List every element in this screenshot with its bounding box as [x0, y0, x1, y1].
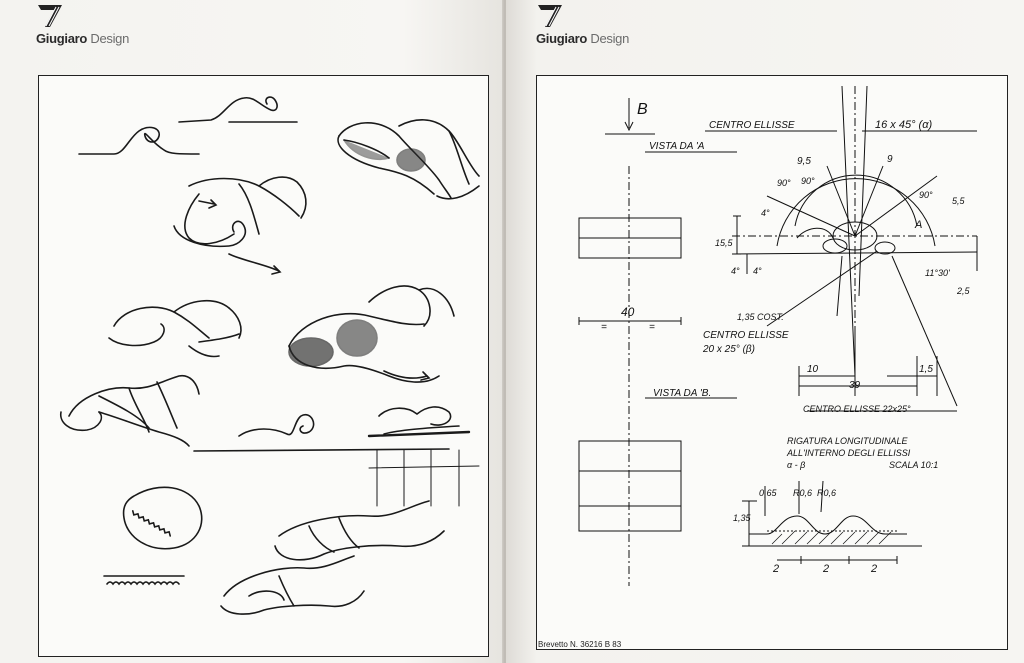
label-a: A [915, 219, 923, 231]
sketch-loop-1 [79, 127, 199, 154]
eq-2: = [649, 322, 655, 333]
sketch-wavy-sheets-7 [61, 376, 199, 446]
angle-90a: 90° [777, 178, 791, 188]
label-rigatura-3: α - β [787, 460, 806, 470]
label-centro-ellisse: CENTRO ELLISSE [709, 120, 795, 131]
dim-0-65: 0,65 [759, 488, 777, 498]
angle-11-30: 11°30' [925, 268, 950, 278]
view-label-b: B [637, 101, 648, 118]
dim-10: 10 [807, 364, 819, 375]
sketch-loops-8 [194, 407, 469, 451]
brand-header-left [36, 4, 129, 46]
dim-2c: 2 [871, 563, 878, 575]
dim-39: 39 [849, 380, 861, 391]
brand-name: Giugiaro Design [536, 31, 630, 46]
sketch-drawings [39, 76, 488, 656]
giugiaro-logo-icon [536, 4, 564, 28]
label-vista-b: VISTA DA 'B. [653, 388, 712, 399]
angle-4c: 4° [753, 266, 762, 276]
label-rigatura-2: ALL'INTERNO DEGLI ELLISSI [787, 448, 911, 458]
label-centro-ellisse-2: CENTRO ELLISSE [703, 330, 789, 341]
dim-5-5: 5,5 [952, 196, 965, 206]
angle-90b: 90° [801, 176, 815, 186]
dim-1-35-cost: 1,35 COST. [737, 312, 784, 322]
dim-15-5: 15,5 [715, 238, 733, 248]
angle-4b: 4° [731, 266, 740, 276]
sketch-dark-rolls-6 [289, 286, 454, 382]
dim-2b: 2 [823, 563, 830, 575]
label-vista-a: VISTA DA 'A [649, 141, 705, 152]
brand-header-right [536, 4, 629, 46]
dim-r0-6b: R0,6 [817, 488, 837, 498]
sketch-lower-rolls-13 [221, 556, 364, 614]
sketch-roll-4 [174, 177, 306, 274]
dim-1-35: 1,35 [733, 513, 751, 523]
technical-drawing-frame [536, 75, 1008, 650]
sketch-double-roll-5 [109, 301, 241, 357]
angle-90c: 90° [919, 190, 933, 200]
right-page [506, 0, 1024, 663]
patent-footer: Brevetto N. 36216 B 83 [538, 640, 622, 649]
sketch-cylinders-3 [338, 120, 479, 199]
dim-r0-6a: R0,6 [793, 488, 813, 498]
dim-1-5: 1,5 [919, 364, 933, 375]
label-centro-value: 16 x 45° (α) [875, 119, 933, 131]
left-page [0, 0, 504, 663]
dim-9-5: 9,5 [797, 156, 811, 167]
label-centro-ellisse-3: CENTRO ELLISSE 22x25° [803, 404, 911, 414]
sketch-wavy-line-11 [104, 576, 184, 584]
label-rigatura-1: RIGATURA LONGITUDINALE [787, 436, 908, 446]
eq-1: = [601, 322, 607, 333]
dim-40: 40 [621, 305, 635, 319]
technical-drawing [537, 76, 1007, 649]
giugiaro-logo-icon [36, 4, 64, 28]
brand-name: Giugiaro Design [36, 31, 130, 46]
sketch-circle-10 [124, 487, 202, 548]
sketch-lower-rolls-12 [275, 501, 444, 560]
dim-2a: 2 [773, 563, 780, 575]
dim-9: 9 [887, 154, 893, 165]
label-rigatura-scale: SCALA 10:1 [889, 460, 939, 470]
angle-4a: 4° [761, 208, 770, 218]
label-centro-ellisse-2-value: 20 x 25° (β) [703, 344, 755, 355]
sketch-lines-9 [369, 450, 479, 506]
dim-2-5: 2,5 [957, 286, 970, 296]
sketch-curl-2 [179, 97, 297, 122]
sketch-frame [38, 75, 489, 657]
